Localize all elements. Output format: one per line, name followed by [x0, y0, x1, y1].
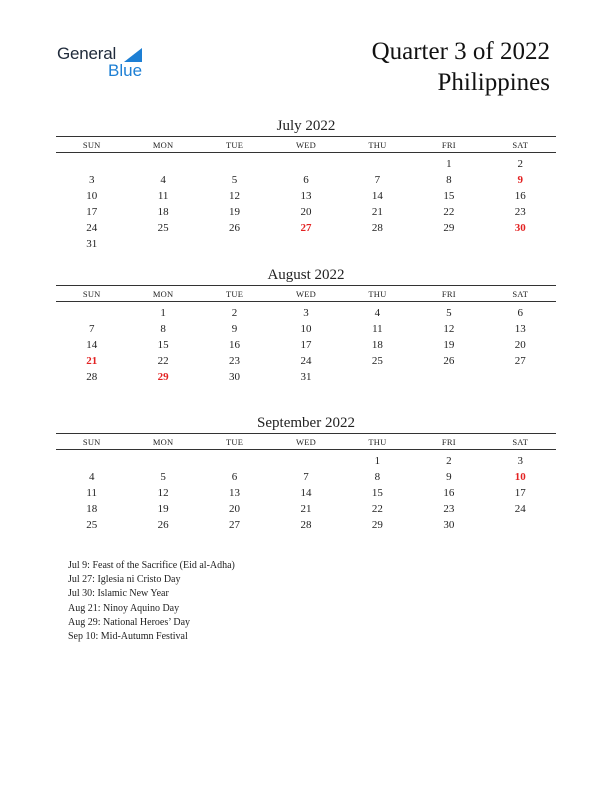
day-cell: 20 [300, 206, 312, 218]
day-cell: 13 [300, 190, 312, 202]
day-cell: 16 [443, 487, 455, 499]
weekday-label: SAT [512, 288, 529, 299]
holiday-day-cell: 21 [86, 355, 98, 367]
logo-blue-text: Blue [108, 61, 143, 80]
holiday-day-cell: 29 [157, 371, 169, 383]
day-cell: 8 [446, 174, 452, 186]
day-cell: 19 [443, 339, 455, 351]
day-cell: 28 [86, 371, 98, 383]
day-cell: 26 [443, 355, 455, 367]
day-cell: 12 [157, 487, 169, 499]
day-cell: 24 [300, 355, 312, 367]
day-cell: 4 [88, 471, 95, 483]
day-cell: 23 [514, 206, 526, 218]
day-cell: 28 [300, 519, 312, 531]
day-cell: 27 [229, 519, 241, 531]
day-cell: 15 [157, 339, 169, 351]
day-cell: 7 [374, 174, 381, 186]
holiday-day-cell: 10 [514, 471, 526, 483]
day-cell: 10 [300, 323, 312, 335]
holiday-note: Aug 29: National Heroes’ Day [68, 616, 191, 628]
day-cell: 7 [303, 471, 309, 483]
day-cell: 23 [443, 503, 455, 515]
weekday-label: SUN [82, 288, 101, 299]
day-cell: 7 [88, 323, 95, 335]
holiday-note: Jul 30: Islamic New Year [68, 588, 169, 600]
logo-triangle-icon [124, 48, 142, 62]
title-quarter: Quarter 3 of 2022 [371, 38, 550, 65]
week-row [56, 469, 556, 485]
day-cell: 2 [517, 158, 523, 170]
day-cell: 20 [514, 339, 526, 351]
month-calendar [56, 413, 556, 533]
day-cell: 10 [86, 190, 98, 202]
weekday-label: FRI [441, 436, 456, 447]
day-cell: 31 [86, 238, 98, 250]
day-cell: 6 [231, 471, 238, 483]
day-cell: 25 [86, 519, 98, 531]
day-cell: 3 [517, 455, 523, 467]
weekday-header [56, 285, 556, 302]
weekday-label: MON [152, 139, 174, 150]
day-cell: 18 [371, 339, 383, 351]
day-cell: 6 [303, 174, 309, 186]
holiday-day-cell: 30 [514, 222, 526, 234]
holiday-list [68, 559, 235, 644]
day-cell: 30 [229, 371, 241, 383]
title-country: Philippines [437, 69, 550, 96]
day-cell: 18 [157, 206, 169, 218]
day-cell: 15 [443, 190, 455, 202]
month-title: September 2022 [257, 415, 355, 431]
day-cell: 28 [371, 222, 383, 234]
day-cell: 8 [160, 323, 166, 335]
day-cell: 1 [160, 307, 166, 319]
day-cell: 21 [371, 206, 383, 218]
holiday-note: Jul 27: Iglesia ni Cristo Day [68, 574, 181, 586]
day-cell: 21 [300, 503, 312, 515]
day-cell: 19 [157, 503, 169, 515]
day-cell: 18 [86, 503, 98, 515]
day-cell: 27 [514, 355, 526, 367]
week-row [56, 188, 556, 204]
day-cell: 11 [157, 190, 169, 202]
week-row [56, 204, 556, 220]
day-cell: 14 [371, 190, 383, 202]
day-cell: 6 [517, 307, 523, 319]
day-cell: 8 [374, 471, 381, 483]
day-cell: 13 [229, 487, 241, 499]
week-row [56, 172, 556, 188]
weekday-label: THU [368, 139, 387, 150]
day-cell: 22 [443, 206, 455, 218]
weekday-label: SUN [82, 139, 101, 150]
week-row [56, 321, 556, 337]
weekday-label: TUE [225, 288, 244, 299]
day-cell: 3 [303, 307, 309, 319]
day-cell: 5 [231, 174, 238, 186]
day-cell: 1 [446, 158, 452, 170]
day-cell: 16 [514, 190, 526, 202]
day-cell: 13 [514, 323, 526, 335]
weekday-label: THU [368, 288, 387, 299]
weekday-header [56, 433, 556, 450]
weekday-label: SAT [512, 139, 529, 150]
day-cell: 4 [374, 307, 381, 319]
day-cell: 26 [157, 519, 169, 531]
day-cell: 17 [86, 206, 98, 218]
day-cell: 4 [160, 174, 166, 186]
month-calendar [56, 116, 556, 252]
weekday-label: FRI [441, 288, 456, 299]
day-cell: 12 [229, 190, 241, 202]
day-cell: 15 [371, 487, 383, 499]
week-row [56, 485, 556, 501]
week-row [56, 353, 556, 369]
month-calendar [56, 265, 556, 385]
day-cell: 25 [157, 222, 169, 234]
weekday-label: FRI [441, 139, 456, 150]
week-row [56, 236, 556, 252]
day-cell: 14 [86, 339, 98, 351]
weekday-label: TUE [225, 436, 244, 447]
month-title: July 2022 [276, 118, 336, 134]
week-row [56, 453, 556, 469]
generalblue-logo [57, 44, 157, 80]
weekday-label: SUN [82, 436, 101, 447]
day-cell: 24 [86, 222, 98, 234]
day-cell: 16 [229, 339, 241, 351]
day-cell: 5 [160, 471, 166, 483]
day-cell: 3 [88, 174, 95, 186]
week-row [56, 337, 556, 353]
day-cell: 19 [229, 206, 241, 218]
holiday-note: Aug 21: Ninoy Aquino Day [68, 602, 180, 614]
day-cell: 30 [443, 519, 455, 531]
week-row [56, 305, 556, 321]
weekday-header [56, 136, 556, 153]
day-cell: 1 [374, 455, 381, 467]
month-title: August 2022 [267, 267, 345, 283]
day-cell: 17 [300, 339, 312, 351]
weekday-label: WED [295, 139, 316, 150]
day-cell: 2 [446, 455, 452, 467]
day-cell: 17 [514, 487, 526, 499]
day-cell: 31 [300, 371, 312, 383]
weekday-label: THU [368, 436, 387, 447]
day-cell: 24 [514, 503, 526, 515]
weekday-label: WED [295, 436, 316, 447]
page-title [372, 36, 550, 98]
holiday-note: Sep 10: Mid-Autumn Festival [68, 631, 188, 643]
week-row [56, 517, 556, 533]
day-cell: 26 [229, 222, 241, 234]
week-row [56, 369, 556, 385]
weekday-label: TUE [225, 139, 244, 150]
week-row [56, 501, 556, 517]
day-cell: 14 [300, 487, 312, 499]
day-cell: 2 [231, 307, 238, 319]
weekday-label: SAT [512, 436, 529, 447]
day-cell: 20 [229, 503, 241, 515]
day-cell: 5 [446, 307, 452, 319]
day-cell: 12 [443, 323, 455, 335]
day-cell: 9 [231, 323, 238, 335]
logo-general-text: General [57, 44, 117, 63]
week-row [56, 220, 556, 236]
day-cell: 22 [371, 503, 383, 515]
day-cell: 9 [446, 471, 452, 483]
weekday-label: MON [152, 436, 174, 447]
holiday-day-cell: 27 [300, 222, 312, 234]
holiday-day-cell: 9 [517, 174, 523, 186]
day-cell: 11 [372, 323, 383, 335]
day-cell: 23 [229, 355, 241, 367]
week-row [56, 156, 556, 172]
day-cell: 22 [157, 355, 169, 367]
day-cell: 25 [371, 355, 383, 367]
holiday-note: Jul 9: Feast of the Sacrifice (Eid al-Adha) [68, 560, 235, 571]
day-cell: 29 [443, 222, 455, 234]
weekday-label: MON [152, 288, 174, 299]
day-cell: 29 [371, 519, 383, 531]
weekday-label: WED [295, 288, 316, 299]
day-cell: 11 [86, 487, 97, 499]
